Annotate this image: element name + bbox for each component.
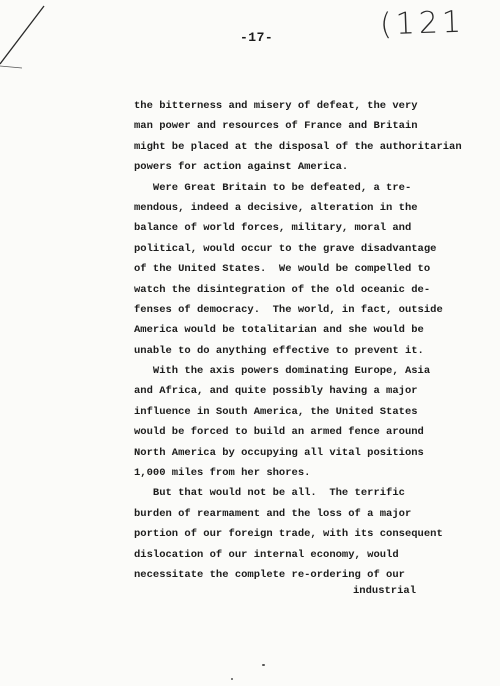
text-line: political, would occur to the grave disadvantage: [134, 242, 437, 255]
text-line: fenses of democracy. The world, in fact, outside: [134, 303, 443, 316]
text-line: influence in South America, the United States: [134, 405, 418, 418]
text-line: Were Great Britain to be defeated, a tre-: [134, 181, 412, 194]
text-line: man power and resources of France and Britain: [134, 120, 418, 133]
handwritten-archive-number: (121: [379, 4, 466, 43]
text-line: North America by occupying all vital positions: [134, 446, 424, 459]
page-number: -17-: [240, 30, 274, 45]
text-line: the bitterness and misery of defeat, the very: [134, 100, 418, 112]
text-line: With the axis powers dominating Europe, Asia: [134, 365, 431, 378]
text-line: powers for action against America.: [134, 161, 349, 174]
text-line: But that would not be all. The terrific: [134, 487, 405, 500]
body-text: [134, 96, 474, 585]
text-line: burden of rearmament and the loss of a major: [134, 507, 412, 520]
text-line: might be placed at the disposal of the authoritarian: [134, 140, 462, 153]
text-line: of the United States. We would be compelled to: [134, 263, 431, 276]
text-line: would be forced to build an armed fence around: [134, 426, 424, 439]
text-line: portion of our foreign trade, with its consequent: [134, 528, 443, 541]
text-line: unable to do anything effective to prevent it.: [134, 344, 424, 357]
text-line: dislocation of our internal economy, would: [134, 548, 399, 561]
text-line: balance of world forces, military, moral and: [134, 222, 412, 235]
scan-speck: [231, 678, 233, 680]
text-line: necessitate the complete re-ordering of our: [134, 568, 405, 581]
text-line: 1,000 miles from her shores.: [134, 467, 311, 480]
text-line: watch the disintegration of the old oceanic de-: [134, 283, 431, 296]
catchword: industrial: [353, 585, 417, 597]
text-line: America would be totalitarian and she would be: [134, 324, 424, 337]
folded-corner-mark: [0, 0, 70, 75]
text-line: and Africa, and quite possibly having a major: [134, 385, 418, 398]
scan-speck: [262, 664, 265, 666]
text-line: mendous, indeed a decisive, alteration in the: [134, 201, 418, 214]
